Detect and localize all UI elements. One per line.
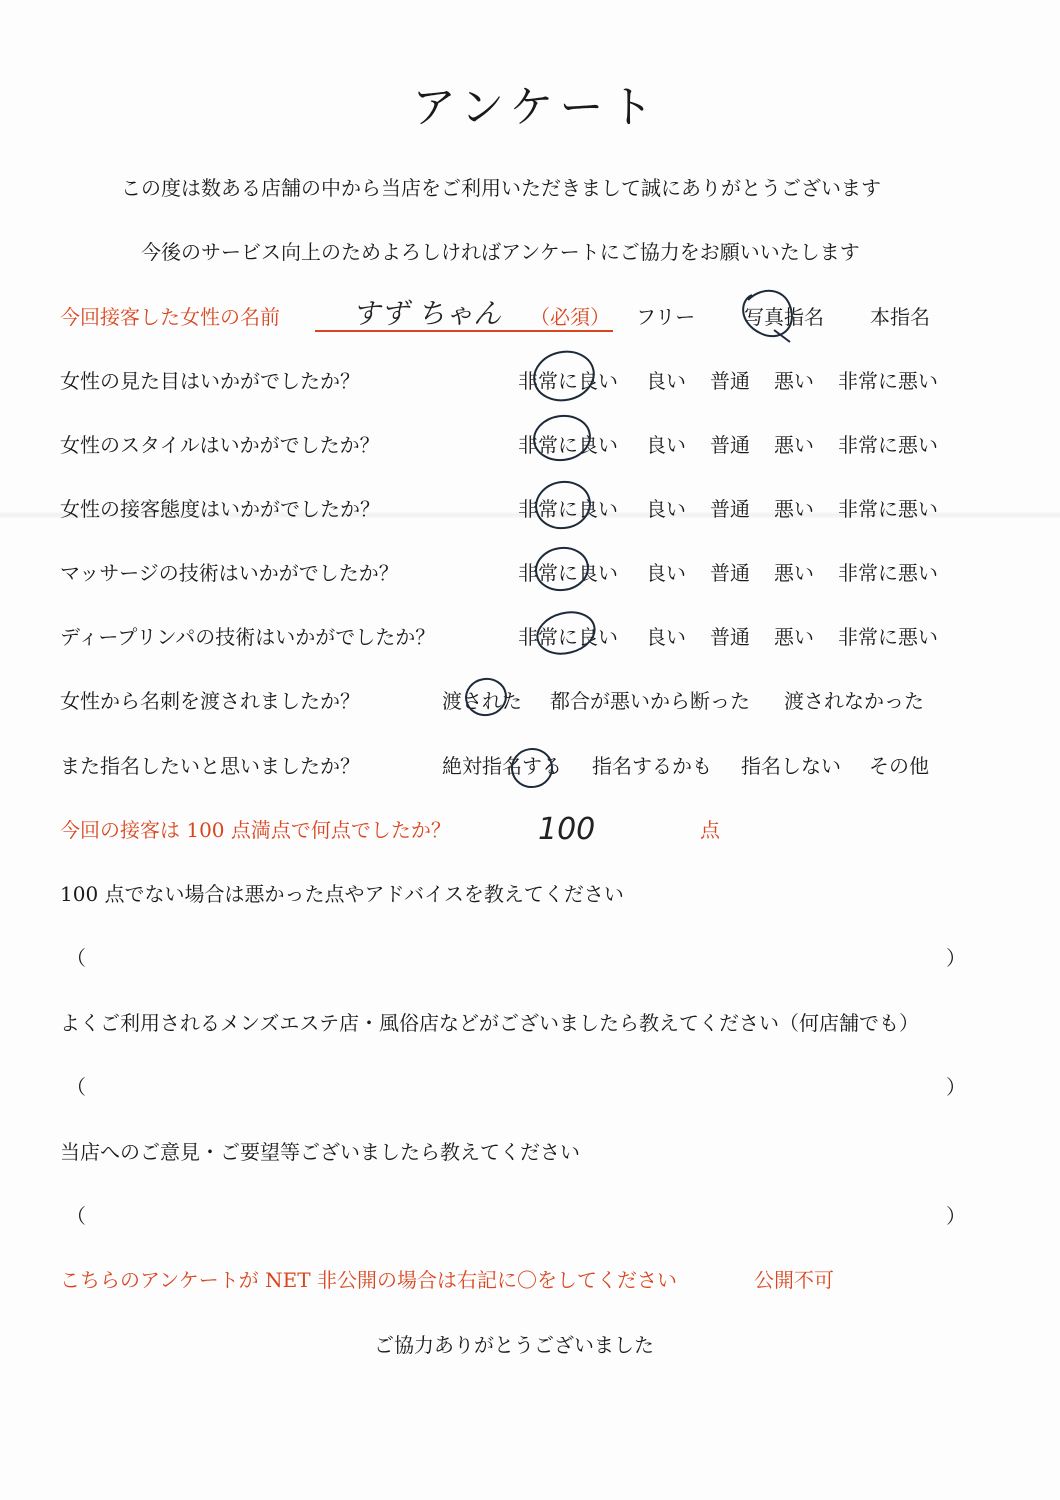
paren-close: ）	[946, 1204, 966, 1228]
rating-option[interactable]: 悪い	[774, 625, 814, 649]
rating-option[interactable]: 非常に良い	[518, 433, 618, 457]
rating-option[interactable]: 悪い	[774, 433, 814, 457]
rating-option[interactable]: 良い	[646, 497, 686, 521]
score-value[interactable]: 100	[538, 812, 596, 847]
rating-option[interactable]: 非常に良い	[518, 625, 618, 649]
closing-message: ご協力ありがとうございました	[374, 1333, 654, 1357]
rating-option[interactable]: 普通	[710, 561, 750, 585]
rating-option[interactable]: 非常に悪い	[838, 497, 938, 521]
required-mark: （必須）	[530, 305, 610, 329]
repeat-question: また指名したいと思いましたか？	[60, 754, 360, 778]
rating-option[interactable]: 悪い	[774, 497, 814, 521]
free-question-other-shops: よくご利用されるメンズエステ店・風俗店などがございましたら教えてください（何店舗でも）	[60, 1011, 919, 1035]
rating-option[interactable]: 普通	[710, 369, 750, 393]
page-title: アンケート	[412, 82, 660, 133]
paren-close: ）	[946, 1075, 966, 1099]
rating-option[interactable]: 非常に悪い	[838, 561, 938, 585]
rating-question-style: 女性のスタイルはいかがでしたか？	[60, 433, 380, 457]
publish-option-private[interactable]: 公開不可	[754, 1268, 834, 1292]
rating-option[interactable]: 非常に良い	[518, 497, 618, 521]
rating-question-looks: 女性の見た目はいかがでしたか？	[60, 369, 360, 393]
rating-option[interactable]: 非常に良い	[518, 561, 618, 585]
card-question: 女性から名刺を渡されましたか？	[60, 689, 360, 713]
card-option[interactable]: 都合が悪いから断った	[550, 689, 750, 713]
rating-option[interactable]: 普通	[710, 497, 750, 521]
rating-option[interactable]: 悪い	[774, 561, 814, 585]
rating-question-attitude: 女性の接客態度はいかがでしたか？	[60, 497, 380, 521]
name-value[interactable]: すず ちゃん	[352, 297, 502, 330]
name-underline	[315, 330, 613, 332]
rating-option[interactable]: 普通	[710, 433, 750, 457]
paren-open: （	[66, 1204, 86, 1228]
rating-option[interactable]: 非常に良い	[518, 369, 618, 393]
option-free[interactable]: フリー	[636, 305, 696, 329]
intro-line-2: 今後のサービス向上のためよろしければアンケートにご協力をお願いいたします	[141, 240, 860, 264]
repeat-option[interactable]: 指名しない	[741, 754, 841, 778]
rating-question-lymph: ディープリンパの技術はいかがでしたか？	[60, 625, 436, 649]
publish-note: こちらのアンケートが NET 非公開の場合は右記に〇をしてください	[60, 1268, 677, 1292]
paren-open: （	[66, 1075, 86, 1099]
rating-question-massage: マッサージの技術はいかがでしたか？	[60, 561, 399, 585]
rating-option[interactable]: 非常に悪い	[838, 369, 938, 393]
free-question-feedback: 当店へのご意見・ご要望等ございましたら教えてください	[60, 1140, 580, 1164]
paren-open: （	[66, 946, 86, 970]
rating-option[interactable]: 良い	[646, 625, 686, 649]
rating-option[interactable]: 悪い	[774, 369, 814, 393]
rating-option[interactable]: 良い	[646, 369, 686, 393]
rating-option[interactable]: 普通	[710, 625, 750, 649]
intro-line-1: この度は数ある店舗の中から当店をご利用いただきまして誠にありがとうございます	[121, 176, 881, 200]
rating-option[interactable]: 非常に悪い	[838, 433, 938, 457]
card-option[interactable]: 渡されなかった	[784, 689, 924, 713]
repeat-option[interactable]: 絶対指名する	[442, 754, 562, 778]
option-regular-nomination[interactable]: 本指名	[870, 305, 930, 329]
score-unit: 点	[700, 818, 720, 842]
free-question-advice: 100 点でない場合は悪かった点やアドバイスを教えてください	[60, 882, 624, 906]
repeat-option[interactable]: その他	[869, 754, 929, 778]
score-question: 今回の接客は 100 点満点で何点でしたか？	[60, 818, 451, 842]
name-label: 今回接客した女性の名前	[60, 305, 280, 329]
rating-option[interactable]: 良い	[646, 561, 686, 585]
repeat-option[interactable]: 指名するかも	[592, 754, 712, 778]
card-option[interactable]: 渡された	[442, 689, 522, 713]
option-photo-nomination[interactable]: 写真指名	[744, 305, 824, 329]
rating-option[interactable]: 非常に悪い	[838, 625, 938, 649]
paren-close: ）	[946, 946, 966, 970]
rating-option[interactable]: 良い	[646, 433, 686, 457]
